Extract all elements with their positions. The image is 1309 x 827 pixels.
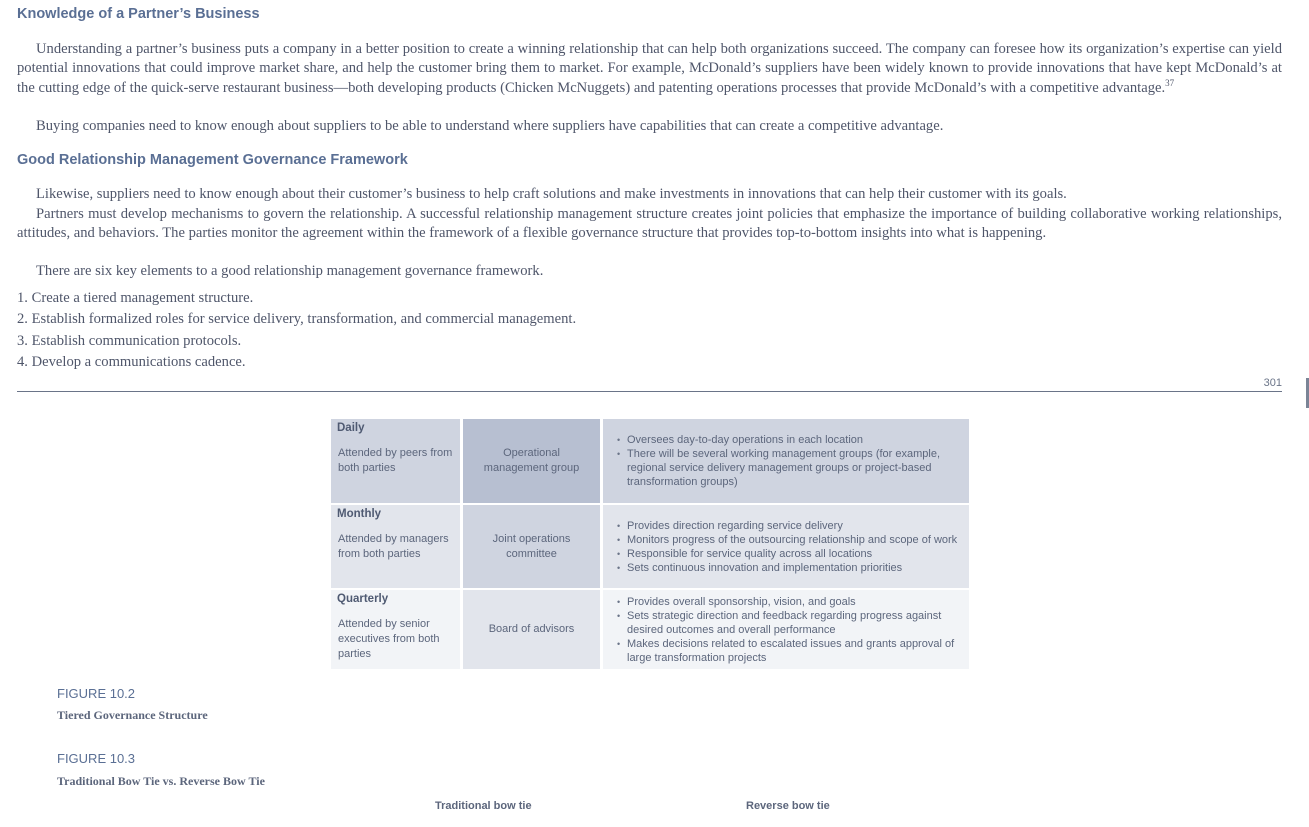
paragraph-partners: Partners must develop mechanisms to govern the relationship. A successful relationship management structure creates joint policies that emphasize the importance of building collaborative working relationships, attitudes, and behaviors. The parties monitor the agreement within the framework of a flexible governance structure that provides top-to-bottom insights into what is happening. — [17, 206, 1282, 242]
governance-duties-cell — [603, 419, 969, 503]
governance-body-label: Joint operations committee — [492, 532, 571, 560]
tiered-governance-figure — [331, 419, 969, 669]
governance-body-label: Board of advisors — [488, 623, 575, 635]
governance-duties-cell — [603, 505, 969, 588]
figure-label: FIGURE 10.2 — [57, 686, 136, 701]
governance-frequency-cell — [331, 590, 460, 669]
frequency-label: Monthly — [337, 508, 382, 520]
governance-body-cell — [463, 505, 600, 588]
list-item: 2. Establish formalized roles for service delivery, transformation, and commercial management. — [17, 311, 577, 328]
duty-item: • Sets continuous innovation and implementation priorities — [617, 561, 957, 575]
paragraph-text: Understanding a partner’s business puts a company in a better position to create a winning relationship that can help both organizations succeed. The company can foresee how its organization’s expertise can yield potential innovations that could improve market share, and help the customer bring them to market. For example, McDonald’s suppliers have been widely known to provide innovations that have kept McDonald’s at the cutting edge of the quick-serve restaurant business—both developing products (Chicken McNuggets) and patenting operations processes that provide McDonald’s with a competitive advantage. — [17, 41, 1282, 96]
framework-steps-list — [17, 289, 576, 374]
duty-item: • Provides overall sponsorship, vision, and goals — [617, 595, 961, 609]
attendance-label: Attended by senior executives from both parties — [338, 618, 440, 660]
duties-list — [617, 433, 961, 489]
duty-item: • Sets strategic direction and feedback regarding progress against desired outcomes and overall performance — [617, 609, 961, 637]
governance-frequency-cell — [331, 419, 460, 503]
paragraph-suppliers: Likewise, suppliers need to know enough about their customer’s business to help craft solutions and make investments in innovations that can help their customer with its goals. — [36, 186, 1067, 202]
governance-row-monthly — [331, 505, 969, 588]
list-item: 4. Develop a communications cadence. — [17, 353, 246, 370]
attendance-label: Attended by peers from both parties — [338, 447, 453, 474]
paragraph-partner-business — [17, 40, 1282, 98]
duty-item: • Monitors progress of the outsourcing relationship and scope of work — [617, 533, 957, 547]
section-heading-partner-business: Knowledge of a Partner’s Business — [17, 6, 260, 22]
figure-caption: Tiered Governance Structure — [57, 708, 208, 722]
footnote-ref[interactable]: 37 — [1165, 77, 1175, 88]
paragraph-six-elements: There are six key elements to a good relationship management governance framework. — [36, 263, 544, 279]
bow-tie-title-reverse: Reverse bow tie — [746, 800, 830, 812]
page-number: 301 — [1263, 377, 1282, 389]
duty-item: • There will be several working management groups (for example, regional service delivery management groups or project-based transformation groups) — [617, 447, 961, 489]
duties-list — [617, 595, 961, 665]
governance-body-cell — [463, 419, 600, 503]
governance-duties-cell — [603, 590, 969, 669]
frequency-label: Quarterly — [337, 593, 389, 605]
governance-body-label: Operational management group — [483, 447, 580, 474]
attendance-label: Attended by managers from both parties — [338, 533, 449, 560]
duty-item: • Makes decisions related to escalated issues and grants approval of large transformation projects — [617, 637, 961, 665]
governance-row-daily — [331, 419, 969, 503]
duty-item: • Oversees day-to-day operations in each location — [617, 433, 961, 447]
duty-item: • Responsible for service quality across all locations — [617, 547, 957, 561]
page-divider — [17, 391, 1282, 392]
governance-row-quarterly — [331, 590, 969, 669]
list-item: 3. Establish communication protocols. — [17, 332, 242, 349]
list-item: 1. Create a tiered management structure. — [17, 290, 254, 306]
figure-label: FIGURE 10.3 — [57, 751, 136, 766]
duties-list — [617, 519, 957, 575]
bow-tie-title-traditional: Traditional bow tie — [435, 800, 532, 812]
governance-body-cell — [463, 590, 600, 669]
section-heading-governance-framework: Good Relationship Management Governance Framework — [17, 152, 408, 168]
paragraph-buying-companies: Buying companies need to know enough about suppliers to be able to understand where suppliers have capabilities that can create a competitive advantage. — [36, 118, 944, 134]
duty-item: • Provides direction regarding service delivery — [617, 519, 957, 533]
figure-caption: Traditional Bow Tie vs. Reverse Bow Tie — [57, 774, 265, 788]
governance-frequency-cell — [331, 505, 460, 588]
frequency-label: Daily — [337, 422, 365, 434]
